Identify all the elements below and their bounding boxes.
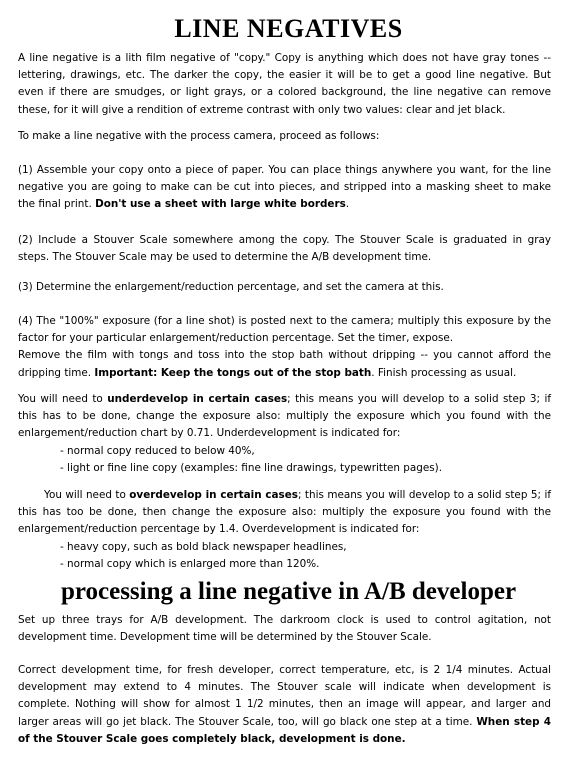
proceed-paragraph: To make a line negative with the process camera, proceed as follows: — [18, 130, 380, 142]
step-4-text: (4) The "100%" exposure (for a line shot) is posted next to the camera; multiply this exposure by the factor for your particular enlargement/reduction percentage. Set the timer, expose. — [18, 315, 551, 345]
over-lead: You will need to — [44, 489, 130, 501]
under-text: ; this means you will develop to a solid step 3; if this has to be done, change the exposure also: multiply the exposure which you found with the enlargement/reduction chart by 0.71. Underdevelopment is indicated for: — [18, 393, 551, 440]
correct-text: Correct development time, for fresh developer, correct temperature, etc, is 2 1/4 minutes. Actual development may extend to 4 minutes. The Stouver scale will indicate when development is complete. Nothing will show for almost 1 1/2 minutes, then an image will appear, and larger and larger areas will go jet black. The Stouver Scale, too, will go black one step at a time. — [18, 664, 551, 728]
step-4-bold: Important: Keep the tongs out of the stop bath — [94, 366, 372, 379]
step-4-paragraph — [18, 313, 551, 382]
page-title: LINE NEGATIVES — [174, 14, 403, 43]
step-1-paragraph — [18, 162, 551, 214]
list-item: - light or fine line copy (examples: fine line drawings, typewritten pages). — [60, 461, 443, 474]
step-1-bold: Don't use a sheet with large white borders — [95, 198, 346, 211]
list-item: - normal copy which is enlarged more than 120%. — [60, 557, 320, 570]
setup-paragraph: Set up three trays for A/B development. The darkroom clock is used to control agitation, not development time. Development time will be determined by the Stouver Scale. — [18, 614, 551, 644]
section-title: processing a line negative in A/B developer — [60, 578, 517, 605]
overdevelop-paragraph — [18, 487, 551, 573]
step-2-paragraph: (2) Include a Stouver Scale somewhere among the copy. The Stouver Scale is graduated in gray steps. The Stouver Scale may be used to determine the A/B development time. — [18, 234, 551, 264]
underdevelop-paragraph — [18, 391, 551, 477]
correct-time-paragraph — [18, 662, 551, 748]
intro-paragraph: A line negative is a lith film negative of "copy." Copy is anything which does not have gray tones -- lettering, drawings, etc. The darker the copy, the easier it will be to get a good line negative. But even if there are smudges, or light grays, or a colored background, the line negative can remove these, for it will give a rendition of extreme contrast with only two values: clear and jet black. — [18, 52, 551, 116]
under-bold: underdevelop in certain cases — [107, 393, 288, 405]
step-4-text2: Remove the film with tongs and toss into the stop bath without dripping -- you cannot afford the dripping time. — [18, 349, 551, 379]
step-4-end: . Finish processing as usual. — [371, 366, 517, 379]
list-item: - normal copy reduced to below 40%, — [60, 444, 255, 457]
step-3-paragraph: (3) Determine the enlargement/reduction percentage, and set the camera at this. — [18, 281, 444, 293]
step-1-text: (1) Assemble your copy onto a piece of paper. You can place things anywhere you want, for the line negative you are going to make can be cut into pieces, and stripped into a masking sheet to make the final print. — [18, 164, 551, 211]
step-1-end: . — [345, 198, 350, 211]
over-bold: overdevelop in certain cases — [129, 489, 298, 501]
correct-bold: When step 4 of the Stouver Scale goes completely black, development is done. — [18, 715, 551, 745]
under-lead: You will need to — [18, 393, 108, 405]
over-text: ; this means you will develop to a solid step 5; if this has too be done, then change the exposure also: multiply the exposure you found with the enlargement/reduction percentage by 1.4. Overdevelopment is indicated for: — [18, 489, 551, 536]
list-item: - heavy copy, such as bold black newspaper headlines, — [60, 540, 347, 553]
